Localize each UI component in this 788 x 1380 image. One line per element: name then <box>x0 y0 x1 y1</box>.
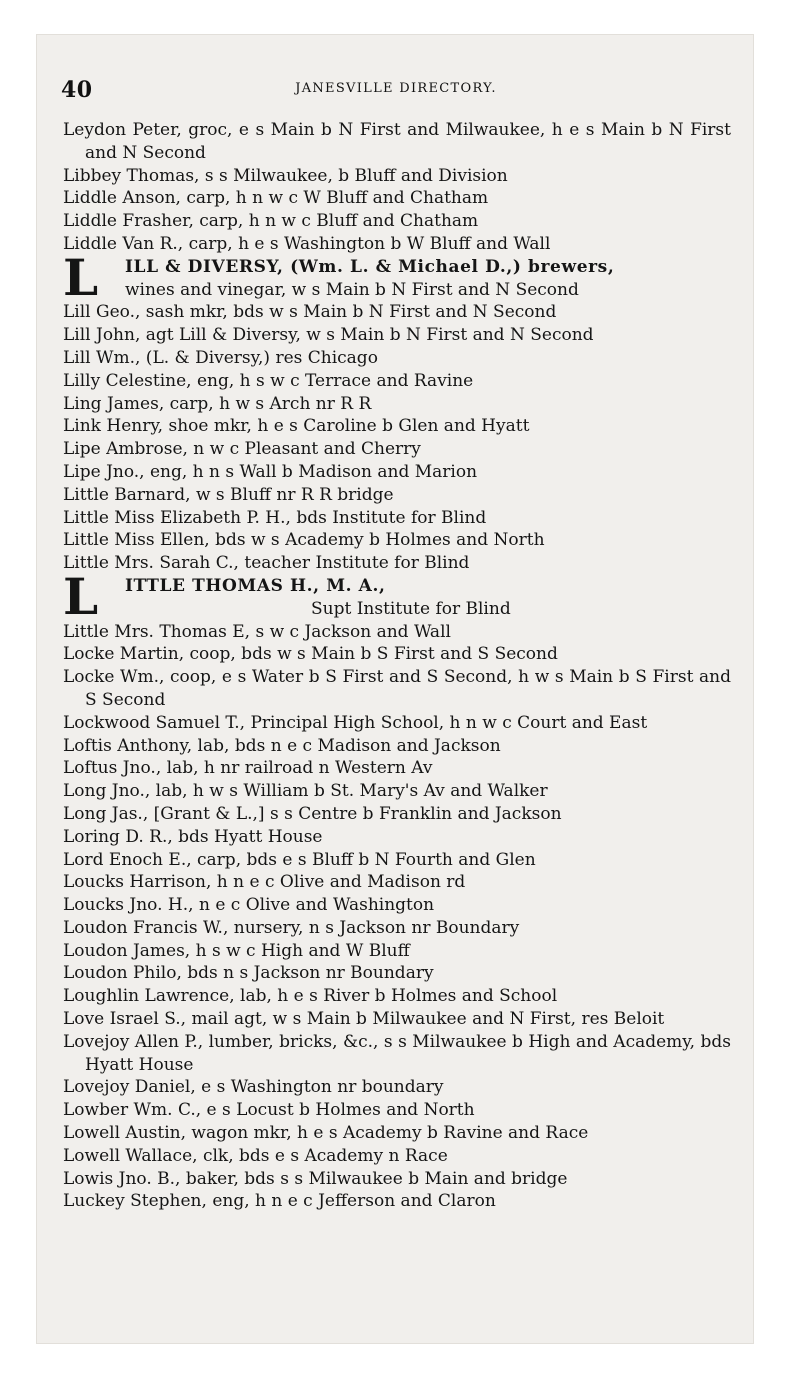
directory-entry: Leydon Peter, groc, e s Main b N First and Milwaukee, h e s Main b N First and N Second <box>63 120 731 163</box>
directory-entry: Loudon James, h s w c High and W Bluff <box>63 940 410 961</box>
directory-entry: Little Barnard, w s Bluff nr R R bridge <box>63 484 394 505</box>
running-title: JANESVILLE DIRECTORY. <box>295 81 497 96</box>
directory-entry: Long Jno., lab, h w s William b St. Mary's Av and Walker <box>63 781 548 802</box>
directory-entry: Loftis Anthony, lab, bds n e c Madison and Jackson <box>63 735 501 756</box>
directory-entry: Liddle Frasher, carp, h n w c Bluff and Chatham <box>63 211 479 232</box>
directory-entry: Little Mrs. Sarah C., teacher Institute for Blind <box>63 553 470 574</box>
directory-entry: Lilly Celestine, eng, h s w c Terrace and Ravine <box>63 370 474 391</box>
directory-entry: Lipe Ambrose, n w c Pleasant and Cherry <box>63 439 421 460</box>
directory-entry: Lill Wm., (L. & Diversy,) res Chicago <box>63 347 378 368</box>
directory-entry: Lovejoy Allen P., lumber, bricks, &c., s s Milwaukee b High and Academy, bds Hyatt House <box>63 1031 731 1075</box>
feature-entry-name: ITTLE THOMAS H., M. A., <box>125 575 386 596</box>
directory-entry: Lovejoy Daniel, e s Washington nr boundary <box>63 1077 444 1098</box>
directory-entry: Loudon Francis W., nursery, n s Jackson nr Boundary <box>63 917 520 938</box>
directory-entry: Lipe Jno., eng, h n s Wall b Madison and Marion <box>63 461 478 482</box>
directory-entry: Lowber Wm. C., e s Locust b Holmes and North <box>63 1100 475 1121</box>
directory-entry: Lowell Wallace, clk, bds e s Academy n Race <box>63 1145 448 1166</box>
directory-entry: Lowell Austin, wagon mkr, h e s Academy b Ravine and Race <box>63 1123 589 1144</box>
directory-entry: Luckey Stephen, eng, h n e c Jefferson and Claron <box>63 1191 496 1212</box>
directory-entry: Locke Wm., coop, e s Water b S First and S Second, h w s Main b S First and S Second <box>63 667 731 710</box>
feature-entry-lill-diversy <box>63 247 731 307</box>
drop-cap: L <box>63 247 99 307</box>
directory-entry: Loring D. R., bds Hyatt House <box>63 826 323 847</box>
directory-entry: Little Miss Ellen, bds w s Academy b Holmes and North <box>63 530 545 551</box>
directory-entry: Liddle Van R., carp, h e s Washington b W Bluff and Wall <box>63 233 551 254</box>
directory-entry: Lill Geo., sash mkr, bds w s Main b N First and N Second <box>63 302 557 323</box>
directory-entry: Liddle Anson, carp, h n w c W Bluff and Chatham <box>63 188 489 209</box>
directory-entry: Loucks Jno. H., n e c Olive and Washington <box>63 895 435 916</box>
directory-entry: Love Israel S., mail agt, w s Main b Milwaukee and N First, res Beloit <box>63 1009 665 1030</box>
directory-entry: Loucks Harrison, h n e c Olive and Madison rd <box>63 872 466 893</box>
directory-entry: Little Mrs. Thomas E, s w c Jackson and Wall <box>63 621 451 642</box>
directory-page <box>36 34 754 1344</box>
drop-cap: L <box>63 566 99 626</box>
directory-entries <box>63 119 731 1213</box>
directory-entry: Loftus Jno., lab, h nr railroad n Western Av <box>63 758 433 779</box>
directory-entry: Libbey Thomas, s s Milwaukee, b Bluff and Division <box>63 165 508 186</box>
directory-entry: Ling James, carp, h w s Arch nr R R <box>63 393 372 414</box>
directory-entry: Lockwood Samuel T., Principal High School, h n w c Court and East <box>63 712 648 733</box>
directory-entry: Long Jas., [Grant & L.,] s s Centre b Franklin and Jackson <box>63 803 562 824</box>
directory-entry: Loudon Philo, bds n s Jackson nr Boundary <box>63 963 434 984</box>
directory-entry: Link Henry, shoe mkr, h e s Caroline b Glen and Hyatt <box>63 416 530 437</box>
directory-entry: Loughlin Lawrence, lab, h e s River b Holmes and School <box>63 986 558 1007</box>
feature-entry-detail: wines and vinegar, w s Main b N First and N Second <box>125 279 579 300</box>
page-number: 40 <box>61 77 93 103</box>
directory-entry: Lowis Jno. B., baker, bds s s Milwaukee b Main and bridge <box>63 1168 568 1189</box>
feature-entry-detail: Supt Institute for Blind <box>311 598 511 619</box>
feature-entry-little-thomas <box>63 566 731 626</box>
directory-entry: Lill John, agt Lill & Diversy, w s Main b N First and N Second <box>63 325 594 346</box>
directory-entry: Locke Martin, coop, bds w s Main b S First and S Second <box>63 644 558 665</box>
feature-entry-name: ILL & DIVERSY, (Wm. L. & Michael D.,) brewers, <box>125 256 615 277</box>
directory-entry: Little Miss Elizabeth P. H., bds Institute for Blind <box>63 507 487 528</box>
directory-entry: Lord Enoch E., carp, bds e s Bluff b N Fourth and Glen <box>63 849 536 870</box>
page-header <box>61 77 731 103</box>
